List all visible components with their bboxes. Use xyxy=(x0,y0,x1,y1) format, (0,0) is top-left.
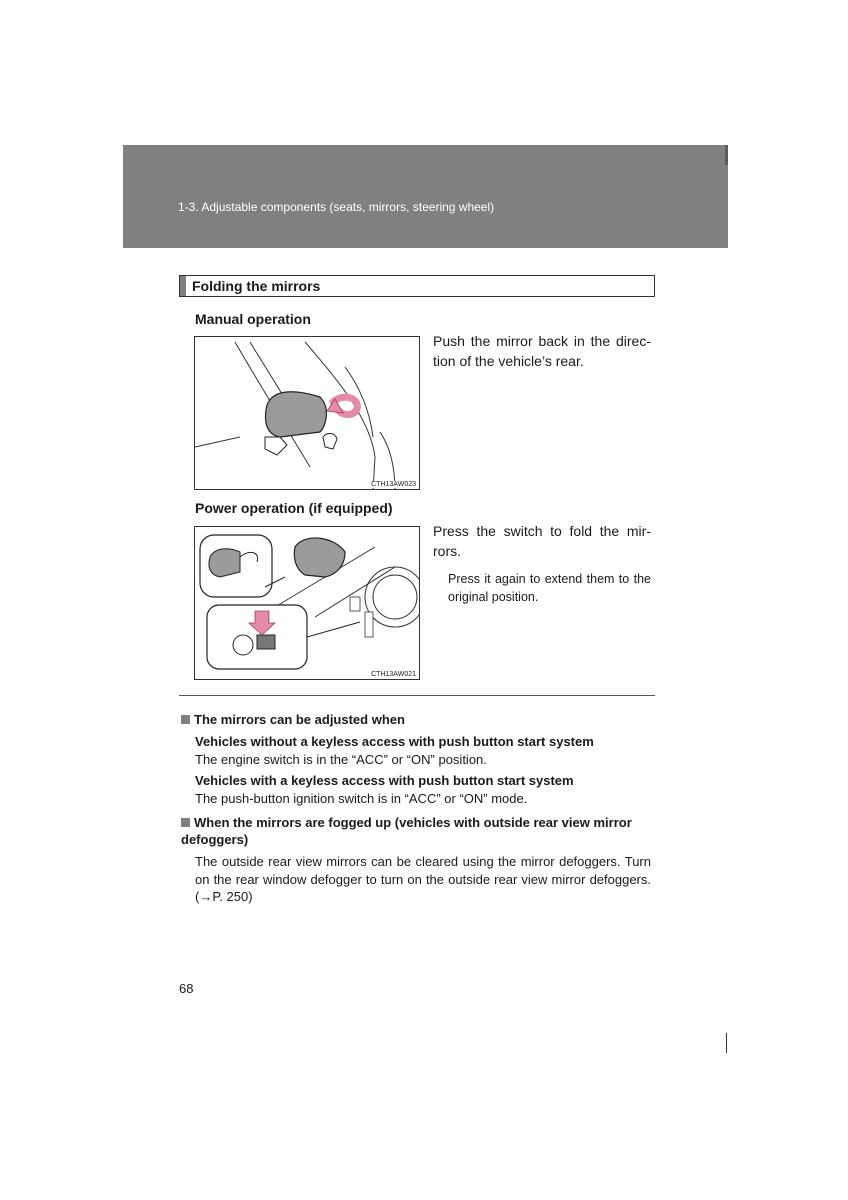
manual-operation-heading: Manual operation xyxy=(195,311,311,327)
header-band xyxy=(123,145,728,248)
note-subheading: Vehicles without a keyless access with push button start system xyxy=(195,734,594,749)
power-operation-text: Press the switch to fold the mir-rors. xyxy=(433,523,651,559)
note-square-icon xyxy=(181,715,190,724)
note-defogger-text: The outside rear view mirrors can be cleared using the mirror defoggers. Turn on the rear window defogger to turn on the outside rear view mirror defoggers. (→P. 250) xyxy=(195,854,651,904)
manual-figure-code: CTH13AW023 xyxy=(371,481,416,488)
note-heading-fogged-up xyxy=(181,814,653,848)
section-title-bar xyxy=(180,276,186,296)
power-figure-code: CTH13AW021 xyxy=(371,671,416,678)
note-title: When the mirrors are fogged up (vehicles with outside rear view mirror defoggers) xyxy=(181,815,632,847)
manual-mirror-illustration xyxy=(195,337,420,490)
note-heading-mirrors-adjusted xyxy=(181,711,653,728)
section-title: Folding the mirrors xyxy=(192,278,321,294)
section-title-box xyxy=(179,275,655,297)
note-subheading: Vehicles with a keyless access with push button start system xyxy=(195,773,574,788)
note-text: The engine switch is in the “ACC” or “ON” position. xyxy=(195,752,487,767)
power-operation-heading: Power operation (if equipped) xyxy=(195,500,393,516)
note-title: The mirrors can be adjusted when xyxy=(194,712,405,727)
power-switch-illustration xyxy=(195,527,420,680)
manual-operation-text: Push the mirror back in the direc-tion of the vehicle’s rear. xyxy=(433,333,651,369)
note-text: The push-button ignition switch is in “ACC” or “ON” mode. xyxy=(195,791,528,806)
power-operation-figure xyxy=(194,526,420,680)
page-number: 68 xyxy=(179,981,194,996)
breadcrumb: 1-3. Adjustable components (seats, mirrors, steering wheel) xyxy=(178,200,495,214)
manual-operation-figure xyxy=(194,336,420,490)
header-notch xyxy=(725,145,728,165)
power-operation-subtext: Press it again to extend them to the original position. xyxy=(448,572,651,604)
page-edge-mark xyxy=(726,1033,727,1053)
section-divider xyxy=(179,695,655,696)
note-square-icon xyxy=(181,818,190,827)
